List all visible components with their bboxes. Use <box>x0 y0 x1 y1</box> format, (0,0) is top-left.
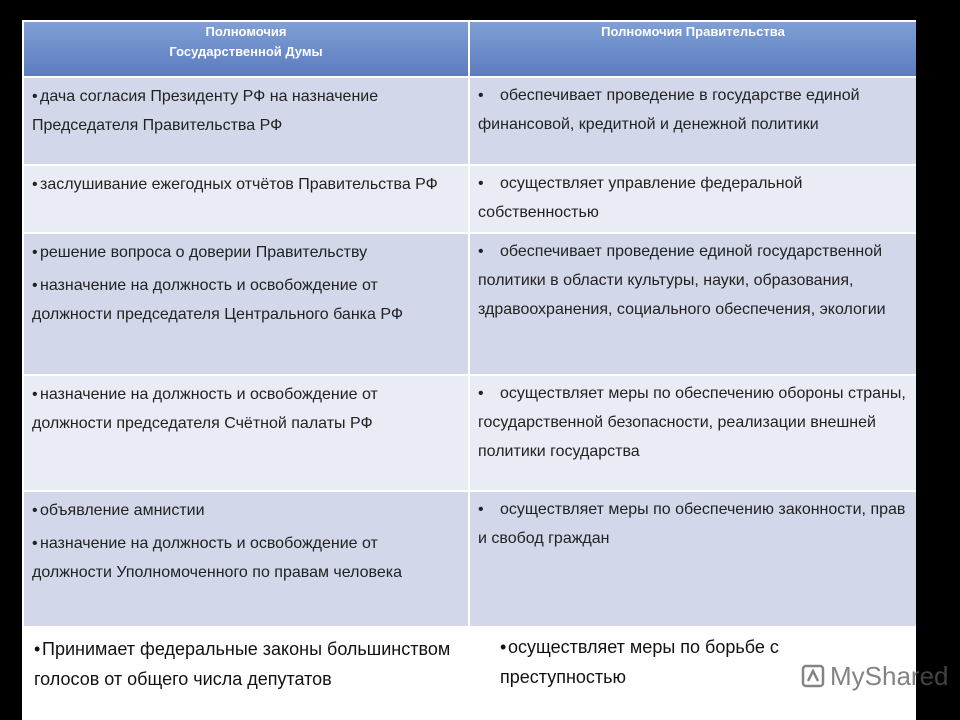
government-power-item: • осуществляет управление федеральной собственностью <box>478 175 803 221</box>
government-power-item: • осуществляет меры по обеспечению обороны страны, государственной безопасности, реализации внешней политики государства <box>478 385 906 460</box>
government-cell <box>469 165 916 233</box>
watermark <box>800 656 960 696</box>
header-duma-line2: Государственной Думы <box>169 44 323 59</box>
duma-power-item: •Принимает федеральные законы большинством голосов от общего числа депутатов <box>34 639 451 689</box>
government-cell <box>469 233 916 375</box>
duma-cell <box>23 375 469 491</box>
government-power-item: • обеспечивает проведение в государстве единой финансовой, кредитной и денежной политики <box>478 87 860 133</box>
duma-cell <box>23 627 469 713</box>
duma-power-item: • назначение на должность и освобождение от должности председателя Центрального банка РФ <box>32 277 404 323</box>
table-row <box>23 491 916 627</box>
duma-power-item: • дача согласия Президенту РФ на назначение Председателя Правительства РФ <box>32 88 379 134</box>
government-power-item: • осуществляет меры по обеспечению законности, прав и свобод граждан <box>478 501 906 547</box>
table-row <box>23 627 916 713</box>
duma-cell <box>23 233 469 375</box>
duma-cell <box>23 77 469 165</box>
header-duma-line1: Полномочия <box>205 24 287 39</box>
duma-cell <box>23 165 469 233</box>
government-cell <box>469 77 916 165</box>
powers-table <box>22 20 916 714</box>
government-power-item: • обеспечивает проведение единой государственной политики в области культуры, науки, образования, здравоохранения, социального обеспечения, экологии <box>478 243 886 318</box>
table-header-row <box>23 21 916 77</box>
myshared-logo-icon <box>800 663 826 689</box>
table-row <box>23 77 916 165</box>
government-power-item: •осуществляет меры по борьбе с преступностью <box>500 637 779 687</box>
government-cell <box>469 491 916 627</box>
watermark-text: MyShared <box>830 661 949 691</box>
duma-power-item: • назначение на должность и освобождение от должности председателя Счётной палаты РФ <box>32 386 378 432</box>
duma-power-item: • решение вопроса о доверии Правительству <box>32 244 368 261</box>
table-row <box>23 165 916 233</box>
duma-power-item: • объявление амнистии <box>32 502 205 519</box>
government-cell <box>469 375 916 491</box>
duma-cell <box>23 491 469 627</box>
table-row <box>23 375 916 491</box>
header-government-label: Полномочия Правительства <box>601 24 785 39</box>
header-duma-powers <box>23 21 469 77</box>
duma-power-item: • заслушивание ежегодных отчётов Правительства РФ <box>32 176 438 193</box>
slide <box>22 20 916 720</box>
header-government-powers <box>469 21 916 77</box>
duma-power-item: • назначение на должность и освобождение от должности Уполномоченного по правам человека <box>32 535 402 581</box>
table-row <box>23 233 916 375</box>
